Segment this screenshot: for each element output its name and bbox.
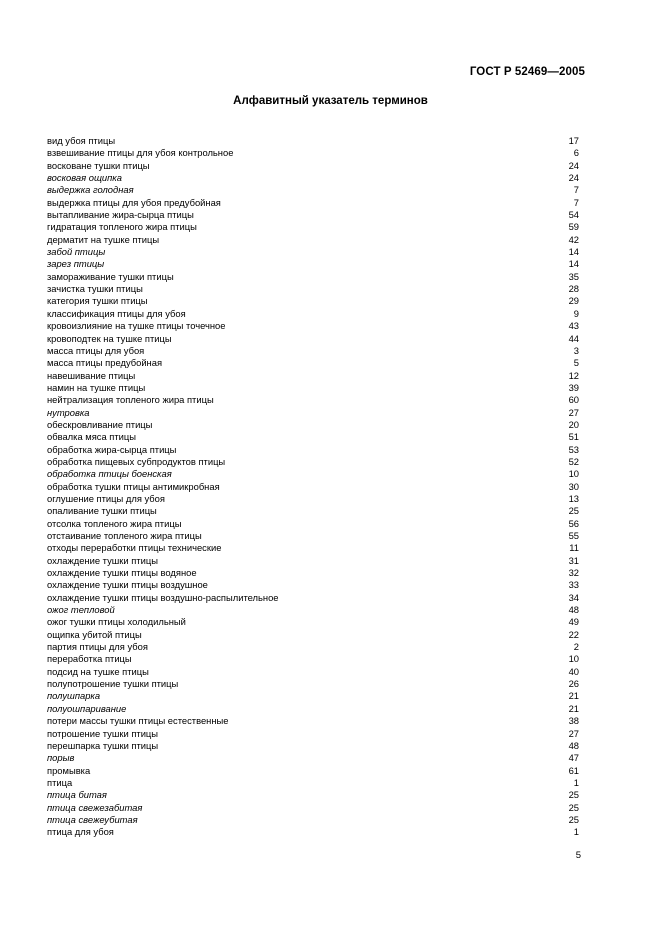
index-term: птица для убоя: [47, 826, 114, 838]
index-entry: [47, 789, 579, 801]
index-term-page: 47: [568, 752, 579, 764]
document-code: ГОСТ Р 52469—2005: [469, 66, 585, 78]
index-term-page: 12: [568, 369, 579, 381]
index-entry: [47, 802, 579, 814]
index-term: партия птицы для убоя: [47, 641, 148, 653]
index-entry: [47, 604, 579, 616]
index-term-page: 9: [573, 307, 579, 319]
index-term-page: 55: [568, 530, 579, 541]
index-entry: [47, 555, 579, 567]
index-entry: [47, 407, 579, 419]
index-term-page: 11: [569, 542, 579, 554]
index-entry: [47, 703, 579, 715]
index-entry: [47, 752, 579, 764]
index-term-page: 25: [568, 801, 579, 813]
index-entry: [47, 690, 579, 702]
index-term-page: 35: [568, 270, 579, 282]
index-term-page: 30: [568, 480, 579, 492]
index-term-page: 38: [568, 715, 579, 727]
index-entry: [47, 209, 579, 221]
index-entry: [47, 826, 579, 838]
index-term: взвешивание птицы для убоя контрольное: [47, 147, 234, 159]
index-term-page: 29: [568, 295, 579, 307]
index-term: кровоизлияние на тушке птицы точечное: [47, 320, 226, 332]
index-term-page: 28: [568, 283, 579, 295]
index-entry: [47, 542, 579, 554]
index-term: птица свежезабитая: [47, 801, 143, 813]
index-term-page: 17: [568, 135, 579, 146]
index-term: отходы переработки птицы технические: [47, 542, 222, 554]
index-entry: [47, 592, 579, 604]
index-entry: [47, 160, 579, 172]
index-term-page: 26: [568, 678, 579, 690]
index-term: классификация птицы для убоя: [47, 307, 186, 319]
index-term-page: 48: [568, 604, 579, 616]
index-entry: [47, 184, 579, 196]
index-entry: [47, 370, 579, 382]
index-term-page: 21: [568, 702, 579, 714]
index-entry: [47, 493, 579, 505]
index-term: кровоподтек на тушке птицы: [47, 332, 172, 344]
index-term: порыв: [47, 752, 75, 764]
index-term: промывка: [47, 764, 91, 776]
index-term: оглушение птицы для убоя: [47, 492, 165, 504]
index-entry: [47, 308, 579, 320]
index-term-page: 24: [568, 159, 579, 171]
index-term: птица: [47, 776, 73, 788]
index-term-page: 60: [568, 394, 579, 406]
index-term: полуошпаривание: [47, 702, 127, 714]
index-term: птица битая: [47, 789, 107, 801]
index-term: обработка птицы боенская: [47, 468, 172, 480]
index-term-page: 43: [568, 320, 579, 332]
index-term-page: 1: [573, 826, 579, 838]
index-term: восковая ощипка: [47, 172, 122, 184]
index-title: Алфавитный указатель терминов: [233, 95, 428, 107]
index-term-page: 25: [568, 789, 579, 801]
index-term-page: 6: [573, 147, 579, 159]
index-term: замораживание тушки птицы: [47, 270, 174, 282]
index-term: отстаивание топленого жира птицы: [47, 530, 202, 541]
index-term: обвалка мяса птицы: [47, 431, 137, 443]
index-entry: [47, 765, 579, 777]
index-entry: [47, 814, 579, 826]
index-entry: [47, 579, 579, 591]
index-term-page: 49: [568, 616, 579, 628]
index-entry: [47, 666, 579, 678]
index-entry: [47, 481, 579, 493]
index-term: охлаждение тушки птицы воздушно-распылительное: [47, 591, 279, 603]
index-entry: [47, 456, 579, 468]
index-entry: [47, 431, 579, 443]
index-term: переработка птицы: [47, 653, 132, 665]
index-entry: [47, 271, 579, 283]
index-term: намин на тушке птицы: [47, 381, 146, 393]
index-term-page: 7: [573, 196, 579, 208]
index-term: забой птицы: [47, 246, 106, 258]
index-entry: [47, 567, 579, 579]
index-term: перешпарка тушки птицы: [47, 739, 159, 751]
index-entry: [47, 728, 579, 740]
index-term: подсид на тушке птицы: [47, 665, 149, 677]
index-entry: [47, 629, 579, 641]
index-term: ощипка убитой птицы: [47, 628, 142, 640]
index-entry: [47, 678, 579, 690]
index-entry: [47, 333, 579, 345]
index-term-page: 32: [568, 567, 579, 579]
index-term: потрошение тушки птицы: [47, 727, 159, 739]
index-entry: [47, 468, 579, 480]
index-term-page: 10: [568, 653, 579, 665]
index-term-page: 39: [568, 381, 579, 393]
index-term-page: 54: [568, 209, 579, 221]
index-term: потери массы тушки птицы естественные: [47, 715, 229, 727]
index-entry: [47, 221, 579, 233]
index-term: охлаждение тушки птицы воздушное: [47, 579, 208, 591]
index-term-page: 27: [568, 406, 579, 418]
index-term: обработка тушки птицы антимикробная: [47, 480, 220, 492]
index-entry: [47, 135, 579, 147]
index-term-page: 22: [568, 628, 579, 640]
index-term-page: 21: [568, 690, 579, 702]
index-entry: [47, 653, 579, 665]
index-term: навешивание птицы: [47, 369, 136, 381]
index-term: выдержка голодная: [47, 184, 134, 196]
index-term: отсолка топленого жира птицы: [47, 517, 182, 529]
index-entry: [47, 147, 579, 159]
index-term: обработка жира-сырца птицы: [47, 443, 177, 455]
index-term: вытапливание жира-сырца птицы: [47, 209, 194, 221]
index-entry: [47, 740, 579, 752]
index-entry: [47, 197, 579, 209]
index-entry: [47, 616, 579, 628]
index-term: ожог тепловой: [47, 604, 115, 616]
index-entry: [47, 715, 579, 727]
index-term: полупотрошение тушки птицы: [47, 678, 179, 690]
index-term-page: 31: [568, 554, 579, 566]
index-term: дерматит на тушке птицы: [47, 233, 160, 245]
index-term: обработка пищевых субпродуктов птицы: [47, 455, 226, 467]
index-entry: [47, 382, 579, 394]
index-entry: [47, 530, 579, 542]
index-term: нейтрализация топленого жира птицы: [47, 394, 214, 406]
index-term: охлаждение тушки птицы водяное: [47, 567, 197, 579]
index-entry: [47, 172, 579, 184]
index-entry: [47, 234, 579, 246]
index-term: восковане тушки птицы: [47, 159, 150, 171]
index-term-page: 59: [568, 221, 579, 233]
index-term: вид убоя птицы: [47, 135, 116, 146]
index-entry: [47, 394, 579, 406]
index-entry: [47, 345, 579, 357]
index-term: категория тушки птицы: [47, 295, 148, 307]
index-entry: [47, 641, 579, 653]
index-term-page: 34: [568, 591, 579, 603]
index-term-page: 5: [573, 357, 579, 369]
term-index-list: [47, 135, 579, 839]
index-term-page: 27: [568, 727, 579, 739]
index-term-page: 56: [568, 517, 579, 529]
index-term-page: 52: [568, 455, 579, 467]
index-term-page: 61: [568, 764, 579, 776]
index-entry: [47, 320, 579, 332]
index-entry: [47, 258, 579, 270]
index-term: зарез птицы: [47, 258, 105, 270]
index-term: опаливание тушки птицы: [47, 505, 157, 517]
index-term: гидратация топленого жира птицы: [47, 221, 197, 233]
index-term-page: 7: [573, 184, 579, 196]
index-term-page: 20: [568, 418, 579, 430]
index-term-page: 10: [568, 468, 579, 480]
index-entry: [47, 505, 579, 517]
index-term-page: 25: [568, 813, 579, 825]
index-term-page: 40: [568, 665, 579, 677]
index-term-page: 14: [568, 258, 579, 270]
index-term: обескровливание птицы: [47, 418, 153, 430]
page-number: 5: [575, 850, 581, 861]
index-term-page: 14: [568, 246, 579, 258]
index-term-page: 33: [568, 579, 579, 591]
index-term: ожог тушки птицы холодильный: [47, 616, 186, 628]
index-term: охлаждение тушки птицы: [47, 554, 158, 566]
index-entry: [47, 246, 579, 258]
index-term-page: 25: [568, 505, 579, 517]
index-entry: [47, 295, 579, 307]
index-entry: [47, 518, 579, 530]
index-term: зачистка тушки птицы: [47, 283, 143, 295]
index-term-page: 3: [573, 344, 579, 356]
index-term-page: 13: [568, 492, 579, 504]
index-term-page: 51: [568, 431, 579, 443]
index-term-page: 2: [573, 641, 579, 653]
index-term-page: 24: [568, 172, 579, 184]
index-term: выдержка птицы для убоя предубойная: [47, 196, 221, 208]
index-entry: [47, 419, 579, 431]
index-term: нутровка: [47, 406, 90, 418]
index-term-page: 42: [568, 233, 579, 245]
index-term: птица свежеубитая: [47, 813, 138, 825]
index-term-page: 53: [568, 443, 579, 455]
index-entry: [47, 283, 579, 295]
index-entry: [47, 777, 579, 789]
index-term: масса птицы предубойная: [47, 357, 163, 369]
index-term: полушпарка: [47, 690, 101, 702]
index-term: масса птицы для убоя: [47, 344, 145, 356]
index-term-page: 1: [573, 776, 579, 788]
index-entry: [47, 444, 579, 456]
index-entry: [47, 357, 579, 369]
index-term-page: 44: [568, 332, 579, 344]
index-term-page: 48: [568, 739, 579, 751]
